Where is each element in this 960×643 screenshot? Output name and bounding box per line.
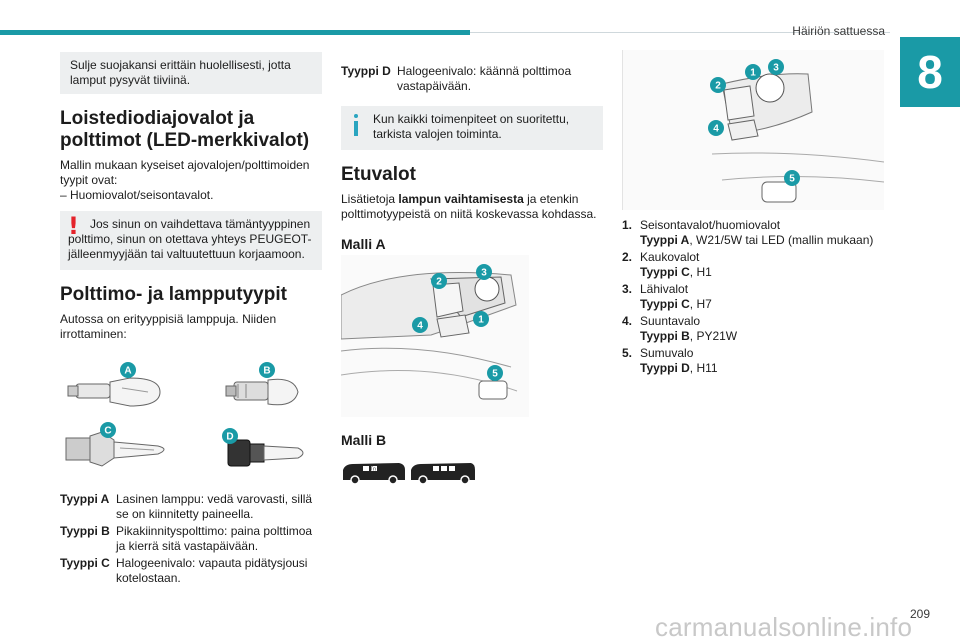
svg-text:1: 1 [750, 67, 756, 79]
type-b-desc: Pikakiinnityspolttimo: paina polttimoa ja kierrä sitä vastapäivään. [116, 524, 313, 553]
info-text: Kun kaikki toimenpiteet on suoritettu, tarkista valojen toiminta. [373, 112, 570, 141]
heading-bulb-types: Polttimo- ja lampputyypit [60, 284, 287, 305]
type-a-desc: Lasinen lamppu: vedä varovasti, sillä se on kiinnitetty paineella. [116, 492, 313, 521]
type-a-term: Tyyppi A [60, 492, 110, 506]
svg-text:1: 1 [478, 314, 484, 326]
model-b-badge-5 [784, 170, 800, 186]
column-1 [60, 52, 322, 342]
list-item: 5. Sumuvalo Tyyppi D, H11 [622, 346, 718, 375]
model-a-badge-1 [473, 311, 489, 327]
svg-text:4: 4 [417, 320, 423, 332]
section-title: Häiriön sattuessa [792, 24, 885, 38]
list-item: 1. Seisontavalot/huomiovalot Tyyppi A, W21/5W tai LED (mallin mukaan) [622, 218, 874, 247]
svg-text:3: 3 [481, 267, 487, 279]
svg-text:2: 2 [436, 276, 442, 288]
type-a-row [60, 492, 322, 522]
type-c-term: Tyyppi C [60, 556, 110, 570]
badge-a: A [124, 365, 132, 377]
svg-text:5: 5 [492, 368, 498, 380]
model-b-vehicle-pictograms [341, 458, 477, 486]
model-a-headlamp-illustration [341, 255, 529, 417]
bulb-location-list [622, 218, 884, 378]
model-a-badge-2 [431, 273, 447, 289]
type-b-term: Tyyppi B [60, 524, 110, 538]
type-c-desc: Halogeenivalo: vapauta pidätysjousi kotelostaan. [116, 556, 308, 585]
page-number: 209 [909, 607, 930, 621]
para-led: Mallin mukaan kyseiset ajovalojen/polttimoiden tyypit ovat: [60, 158, 310, 187]
warning-box [60, 211, 322, 270]
note-box [60, 52, 322, 94]
badge-b: B [263, 365, 271, 377]
model-a-heading: Malli A [341, 236, 386, 252]
column-2 [341, 64, 603, 252]
list-item: 3. Lähivalot Tyyppi C, H7 [622, 282, 712, 311]
model-b-badge-3 [768, 59, 784, 75]
warning-icon: ! [68, 212, 79, 240]
type-b-row [60, 524, 322, 554]
bulb-c-illustration [66, 432, 164, 466]
model-a-badge-4 [412, 317, 428, 333]
heading-led: Loistediodiajovalot ja polttimot (LED-merkkivalot) [60, 108, 310, 151]
heading-front-lights: Etuvalot [341, 164, 416, 185]
svg-text:4: 4 [713, 123, 719, 135]
model-a-badge-3 [476, 264, 492, 280]
type-d-desc: Halogeenivalo: käännä polttimoa vastapäivään. [397, 64, 572, 93]
warning-text: Jos sinun on vaihdettava tämäntyyppinen polttimo, sinun on otettava yhteys PEUGEOT-jälleenmyyjään tai valtuutettuun korjaamoon. [68, 217, 312, 261]
front-lights-intro: Lisätietoja lampun vaihtamisesta ja etenkin polttimotyypeistä on niitä koskevassa kohdassa. [341, 192, 597, 221]
model-b-badge-4 [708, 120, 724, 136]
para-led-item: – Huomiovalot/seisontavalot. [60, 188, 214, 202]
bulb-d-badge [222, 428, 238, 444]
watermark: carmanualsonline.info [655, 612, 913, 642]
info-icon [354, 114, 358, 136]
bulb-b-illustration [226, 379, 298, 405]
header-accent-bar [0, 30, 470, 35]
bulb-illustrations [62, 362, 324, 482]
badge-d: D [226, 431, 234, 443]
model-b-badge-1 [745, 64, 761, 80]
bulb-type-list [60, 492, 322, 588]
list-item: 4. Suuntavalo Tyyppi B, PY21W [622, 314, 738, 343]
type-d-row [341, 64, 603, 94]
bulb-a-illustration [68, 378, 160, 406]
bulb-a-badge [120, 362, 136, 378]
van-long-icon [411, 463, 475, 484]
model-b-badge-2 [710, 77, 726, 93]
bulb-d-illustration [228, 440, 303, 466]
svg-text:Tn: Tn [370, 466, 376, 473]
chapter-tab: 8 [900, 37, 960, 107]
svg-text:2: 2 [715, 80, 721, 92]
svg-text:5: 5 [789, 173, 795, 185]
list-item: 2. Kaukovalot Tyyppi C, H1 [622, 250, 712, 279]
type-d-term: Tyyppi D [341, 64, 391, 78]
model-a-badge-5 [487, 365, 503, 381]
model-b-headlamp-illustration [622, 50, 884, 210]
info-box [341, 106, 603, 150]
model-b-heading: Malli B [341, 432, 387, 448]
bulb-c-badge [100, 422, 116, 438]
badge-c: C [104, 425, 112, 437]
van-short-icon [343, 463, 405, 484]
para-bulb-types: Autossa on erityyppisiä lamppuja. Niiden irrottaminen: [60, 312, 277, 341]
svg-text:3: 3 [773, 62, 779, 74]
type-c-row [60, 556, 322, 586]
note-text: Sulje suojakansi erittäin huolellisesti, jotta lamput pysyvät tiiviinä. [70, 58, 291, 87]
bulb-b-badge [259, 362, 275, 378]
